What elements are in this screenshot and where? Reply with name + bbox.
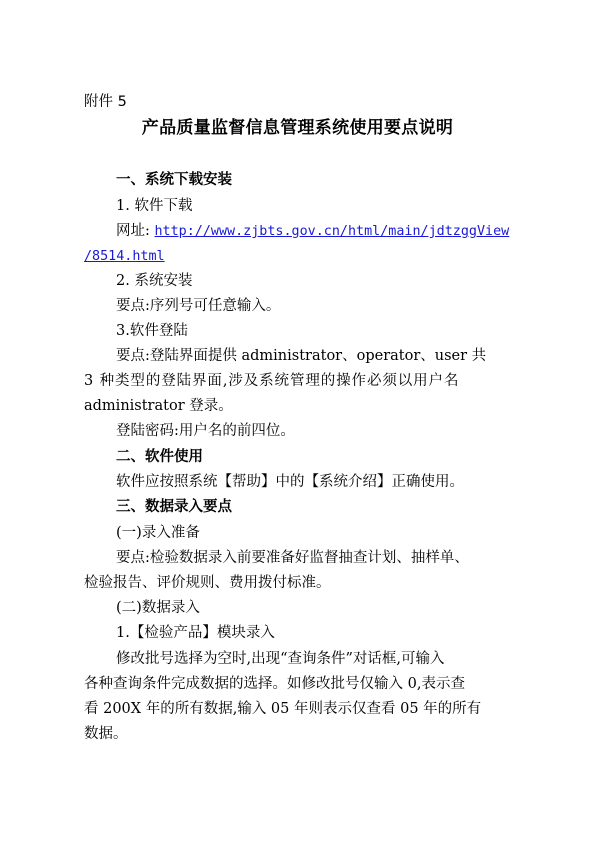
subsection-1-line-2: 检验报告、评价规则、费用拨付标准。 <box>84 575 331 591</box>
document-title: 产品质量监督信息管理系统使用要点说明 <box>141 118 454 138</box>
subsection-2-line-2: 各种查询条件完成数据的选择。如修改批号仅输入 0,表示查 <box>84 676 465 692</box>
url-line <box>116 221 509 242</box>
password-text: 登陆密码:用户名的前四位。 <box>116 423 295 439</box>
download-link-part-2[interactable]: /8514.html <box>84 249 165 264</box>
section-2-text: 软件应按照系统【帮助】中的【系统介绍】正确使用。 <box>116 474 464 490</box>
item-3-line-3: administrator 登录。 <box>84 398 233 414</box>
subsection-2-heading: (二)数据录入 <box>116 600 200 616</box>
annex-label: 附件 5 <box>84 94 127 110</box>
section-2-heading: 二、软件使用 <box>116 449 203 465</box>
item-1-label: 1. 软件下载 <box>116 198 193 214</box>
subsection-1-line-1: 要点:检验数据录入前要准备好监督抽查计划、抽样单、 <box>116 550 469 566</box>
item-3-line-2: 3 种类型的登陆界面,涉及系统管理的操作必须以用户名 <box>84 373 460 389</box>
item-3-line-1: 要点:登陆界面提供 administrator、operator、user 共 <box>116 348 487 364</box>
subsection-1-heading: (一)录入准备 <box>116 525 200 541</box>
subsection-2-line-1: 修改批号选择为空时,出现“查询条件”对话框,可输入 <box>116 651 445 667</box>
url-label: 网址: <box>116 223 150 239</box>
subsection-2-line-3: 看 200X 年的所有数据,输入 05 年则表示仅查看 05 年的所有 <box>84 701 482 717</box>
item-3-label: 3.软件登陆 <box>116 323 188 339</box>
item-2-label: 2. 系统安装 <box>116 273 193 289</box>
section-3-heading: 三、数据录入要点 <box>116 499 232 515</box>
section-1-heading: 一、系统下载安装 <box>116 172 232 188</box>
url-line-2 <box>84 246 165 267</box>
subsection-2-item-1: 1.【检验产品】模块录入 <box>116 625 275 641</box>
item-2-text: 要点:序列号可任意输入。 <box>116 298 281 314</box>
subsection-2-line-4: 数据。 <box>84 726 128 742</box>
download-link-part-1[interactable]: http://www.zjbts.gov.cn/html/main/jdtzggView <box>154 224 510 239</box>
